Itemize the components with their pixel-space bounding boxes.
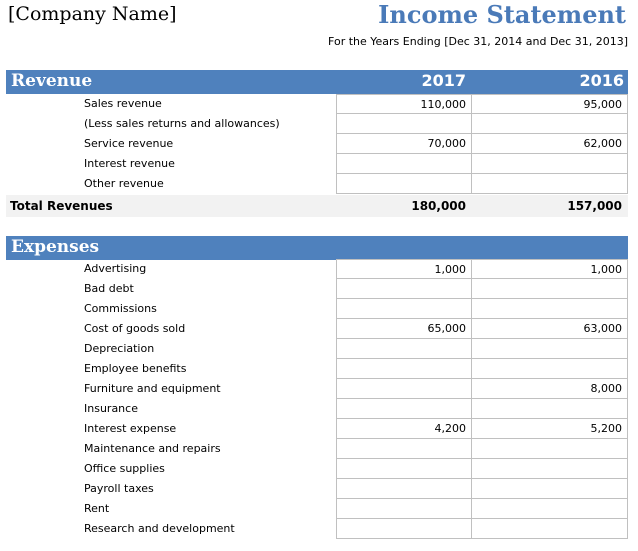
expense-cell-2017[interactable] [336, 499, 472, 519]
expenses-heading: Expenses [11, 237, 100, 257]
expense-row-label: Cost of goods sold [84, 322, 186, 335]
expense-row-label: Depreciation [84, 342, 155, 355]
revenue-cell-2016[interactable] [472, 174, 628, 194]
expense-row [6, 479, 628, 499]
revenue-cell-2016[interactable]: 62,000 [472, 134, 628, 154]
expense-cell-2017[interactable] [336, 339, 472, 359]
revenue-row-label: (Less sales returns and allowances) [84, 117, 280, 130]
revenue-row [6, 94, 628, 114]
expense-cell-2017[interactable]: 4,200 [336, 419, 472, 439]
expense-row-label: Maintenance and repairs [84, 442, 221, 455]
expense-row [6, 319, 628, 339]
total-revenues-2017[interactable]: 180,000 [411, 199, 466, 213]
total-revenues-2016[interactable]: 157,000 [567, 199, 622, 213]
revenue-cell-2016[interactable]: 95,000 [472, 94, 628, 114]
expense-cell-2016[interactable] [472, 339, 628, 359]
revenue-cell-2017[interactable]: 110,000 [336, 94, 472, 114]
expense-cell-2017[interactable]: 65,000 [336, 319, 472, 339]
expense-row [6, 439, 628, 459]
statement-title: Income Statement [378, 0, 626, 29]
expense-cell-2016[interactable] [472, 439, 628, 459]
expense-row-label: Bad debt [84, 282, 134, 295]
expense-cell-2017[interactable] [336, 279, 472, 299]
expense-row [6, 299, 628, 319]
revenue-cell-2017[interactable] [336, 114, 472, 134]
company-name[interactable]: [Company Name] [8, 3, 177, 25]
expense-cell-2016[interactable] [472, 359, 628, 379]
expense-row-label: Advertising [84, 262, 147, 275]
expense-cell-2017[interactable] [336, 399, 472, 419]
revenue-row [6, 154, 628, 174]
expense-row [6, 399, 628, 419]
expense-cell-2017[interactable] [336, 359, 472, 379]
expense-cell-2016[interactable] [472, 399, 628, 419]
expense-cell-2016[interactable] [472, 299, 628, 319]
total-revenues-row [6, 195, 628, 217]
expense-cell-2016[interactable]: 8,000 [472, 379, 628, 399]
revenue-cell-2016[interactable] [472, 114, 628, 134]
expense-row-label: Furniture and equipment [84, 382, 221, 395]
expense-cell-2016[interactable]: 1,000 [472, 259, 628, 279]
statement-period[interactable]: For the Years Ending [Dec 31, 2014 and Dec 31, 2013] [328, 35, 628, 48]
expense-cell-2016[interactable] [472, 519, 628, 539]
expense-row [6, 339, 628, 359]
revenue-cell-2016[interactable] [472, 154, 628, 174]
expense-row [6, 519, 628, 539]
expense-cell-2016[interactable] [472, 459, 628, 479]
revenue-cell-2017[interactable]: 70,000 [336, 134, 472, 154]
expense-cell-2016[interactable]: 5,200 [472, 419, 628, 439]
expense-cell-2017[interactable] [336, 299, 472, 319]
expense-cell-2017[interactable] [336, 479, 472, 499]
expense-cell-2017[interactable] [336, 519, 472, 539]
expense-cell-2017[interactable] [336, 379, 472, 399]
expense-row [6, 279, 628, 299]
expense-cell-2017[interactable] [336, 459, 472, 479]
expense-cell-2016[interactable] [472, 279, 628, 299]
expense-cell-2016[interactable] [472, 479, 628, 499]
expense-cell-2016[interactable]: 63,000 [472, 319, 628, 339]
year-2016-heading: 2016 [579, 71, 624, 90]
year-2017-heading: 2017 [421, 71, 466, 90]
revenue-header-band [6, 70, 628, 94]
expense-cell-2016[interactable] [472, 499, 628, 519]
revenue-row-label: Sales revenue [84, 97, 162, 110]
revenue-row-label: Service revenue [84, 137, 174, 150]
revenue-table [6, 94, 628, 194]
expense-row [6, 359, 628, 379]
expense-row [6, 499, 628, 519]
expense-row-label: Employee benefits [84, 362, 187, 375]
revenue-heading: Revenue [11, 71, 93, 91]
expense-row-label: Insurance [84, 402, 138, 415]
expenses-header-band [6, 236, 628, 260]
revenue-cell-2017[interactable] [336, 154, 472, 174]
expense-row-label: Office supplies [84, 462, 165, 475]
revenue-row [6, 134, 628, 154]
expense-row-label: Payroll taxes [84, 482, 154, 495]
revenue-row [6, 114, 628, 134]
revenue-cell-2017[interactable] [336, 174, 472, 194]
expense-row [6, 259, 628, 279]
expense-row-label: Commissions [84, 302, 157, 315]
expense-row [6, 419, 628, 439]
total-revenues-label: Total Revenues [10, 199, 113, 213]
expense-cell-2017[interactable]: 1,000 [336, 259, 472, 279]
revenue-row-label: Interest revenue [84, 157, 175, 170]
expense-cell-2017[interactable] [336, 439, 472, 459]
expense-row [6, 379, 628, 399]
revenue-row [6, 174, 628, 194]
expense-row-label: Interest expense [84, 422, 177, 435]
revenue-row-label: Other revenue [84, 177, 164, 190]
expenses-table [6, 259, 628, 539]
expense-row-label: Research and development [84, 522, 235, 535]
expense-row-label: Rent [84, 502, 110, 515]
expense-row [6, 459, 628, 479]
